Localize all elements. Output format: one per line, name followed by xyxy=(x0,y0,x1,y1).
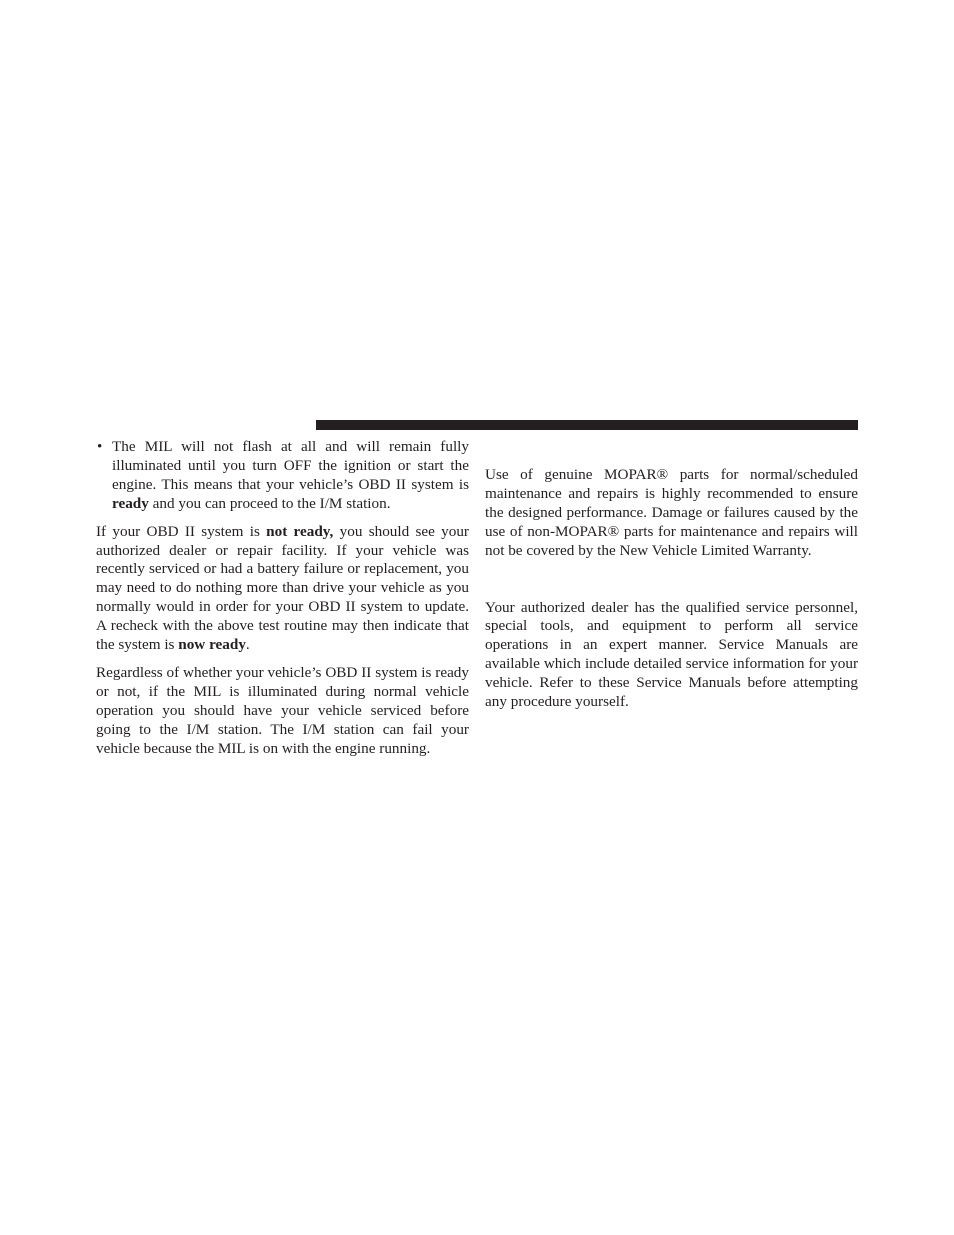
paragraph-2-bold-now-ready: now ready xyxy=(178,636,246,654)
bullet-bold-ready: ready xyxy=(112,494,149,512)
paragraph-not-ready xyxy=(96,523,469,655)
paragraph-dealer-service: Your authorized dealer has the qualified service personnel, special tools, and equipment to perform all service operations in an expert manner. Service Manuals are available which include detailed service information for your vehicle. Refer to these Service Manuals before attempting any procedure yourself. xyxy=(485,598,858,711)
bullet-text-part-1: The MIL will not flash at all and will remain fully illuminated until you turn OFF the ignition or start the engine. This means that your vehicle’s OBD II system is xyxy=(112,438,469,493)
bullet-item-text xyxy=(112,438,469,514)
section-header-rule xyxy=(316,420,858,430)
paragraph-mopar-parts: Use of genuine MOPAR® parts for normal/scheduled maintenance and repairs is highly recommended to ensure the designed performance. Damage or failures caused by the use of non-MOPAR® parts for maintenance and repairs will not be covered by the New Vehicle Limited Warranty. xyxy=(485,466,858,559)
right-column xyxy=(485,438,858,712)
paragraph-2-bold-not-ready: not ready, xyxy=(266,522,334,540)
bullet-glyph: • xyxy=(97,438,103,455)
paragraph-2-part-1: If your OBD II system is xyxy=(96,522,267,540)
paragraph-mil-illuminated: Regardless of whether your vehicle’s OBD II system is ready or not, if the MIL is illuminated during normal vehicle operation you should have your vehicle serviced before going to the I/M station. The I/M station can fail your vehicle because the MIL is on with the engine running. xyxy=(96,663,469,757)
paragraph-2-part-2: you should see your authorized dealer or repair facility. If your vehicle was recently serviced or had a battery failure or replacement, you may need to do nothing more than drive your vehicle as you normally would in order for your OBD II system to update. A recheck with the above test routine may then indicate that the system is xyxy=(96,522,469,654)
bullet-text-part-2: and you can proceed to the I/M station. xyxy=(148,494,391,512)
paragraph-2-part-3: . xyxy=(245,636,250,654)
bullet-list-item xyxy=(96,438,469,514)
left-column xyxy=(96,438,469,768)
